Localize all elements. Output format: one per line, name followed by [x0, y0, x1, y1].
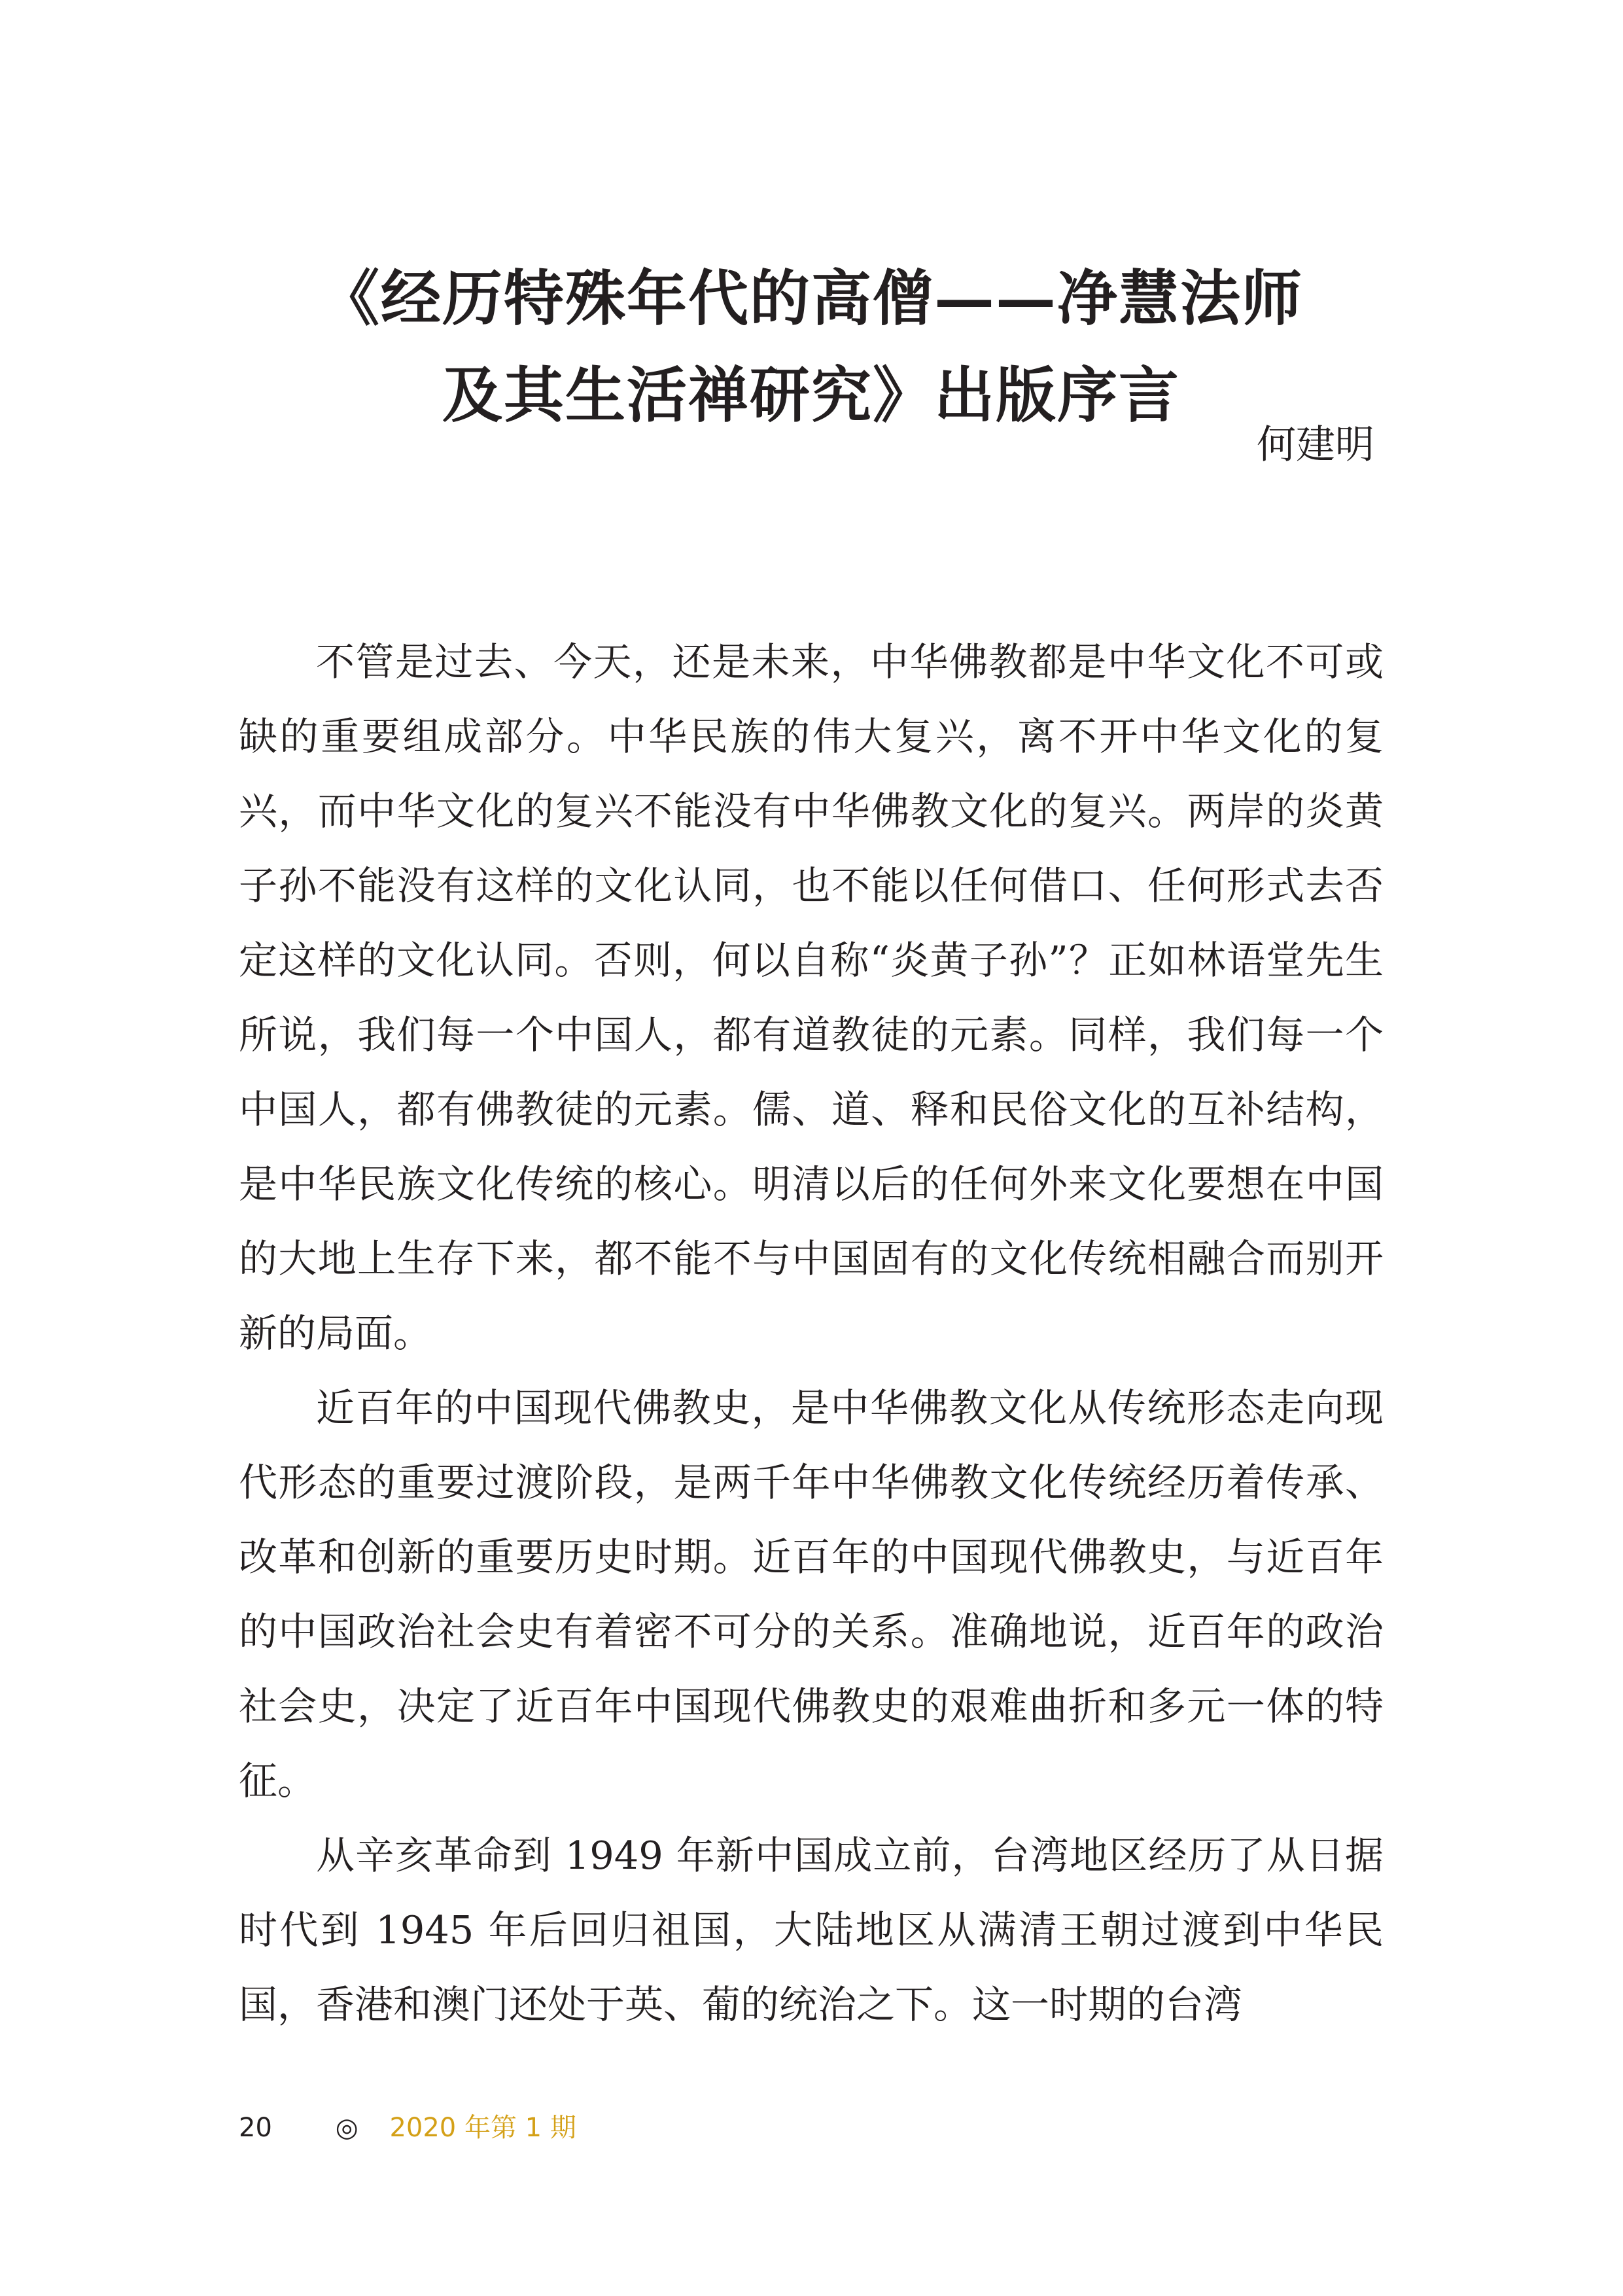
issue-label: 2020 年第 1 期: [389, 2113, 576, 2143]
paragraph-2: 近百年的中国现代佛教史，是中华佛教文化从传统形态走向现代形态的重要过渡阶段，是两千年中华佛教文化传统经历着传承、改革和创新的重要历史时期。近百年的中国现代佛教史，与近百年的中国政治社会史有着密不可分的关系。准确地说，近百年的政治社会史，决定了近百年中国现代佛教史的艰难曲折和多元一体的特征。: [239, 1385, 1384, 1803]
double-circle-icon: ◎: [335, 2113, 358, 2143]
paragraph-1: 不管是过去、今天，还是未来，中华佛教都是中华文化不可或缺的重要组成部分。中华民族的伟大复兴，离不开中华文化的复兴，而中华文化的复兴不能没有中华佛教文化的复兴。两岸的炎黄子孙不能没有这样的文化认同，也不能以任何借口、任何形式去否定这样的文化认同。否则，何以自称“炎黄子孙”？正如林语堂先生所说，我们每一个中国人，都有道教徒的元素。同样，我们每一个中国人，都有佛教徒的元素。儒、道、释和民俗文化的互补结构，是中华民族文化传统的核心。明清以后的任何外来文化要想在中国的大地上生存下来，都不能不与中国固有的文化传统相融合而别开新的局面。: [239, 639, 1384, 1356]
article-title-line-1: 《经历特殊年代的高僧——净慧法师: [319, 262, 1303, 334]
page-footer: [239, 2108, 576, 2147]
paragraph-3: 从辛亥革命到 1949 年新中国成立前，台湾地区经历了从日据时代到 1945 年后回归祖国，大陆地区从满清王朝过渡到中华民国，香港和澳门还处于英、葡的统治之下。这一时期的台湾: [239, 1833, 1384, 2027]
article-body: [239, 625, 1384, 2042]
page-number: 20: [239, 2113, 272, 2143]
article-title: [236, 250, 1387, 444]
author-name: 何建明: [1257, 422, 1374, 468]
article-title-line-2: 及其生活禅研究》出版序言: [442, 359, 1180, 431]
